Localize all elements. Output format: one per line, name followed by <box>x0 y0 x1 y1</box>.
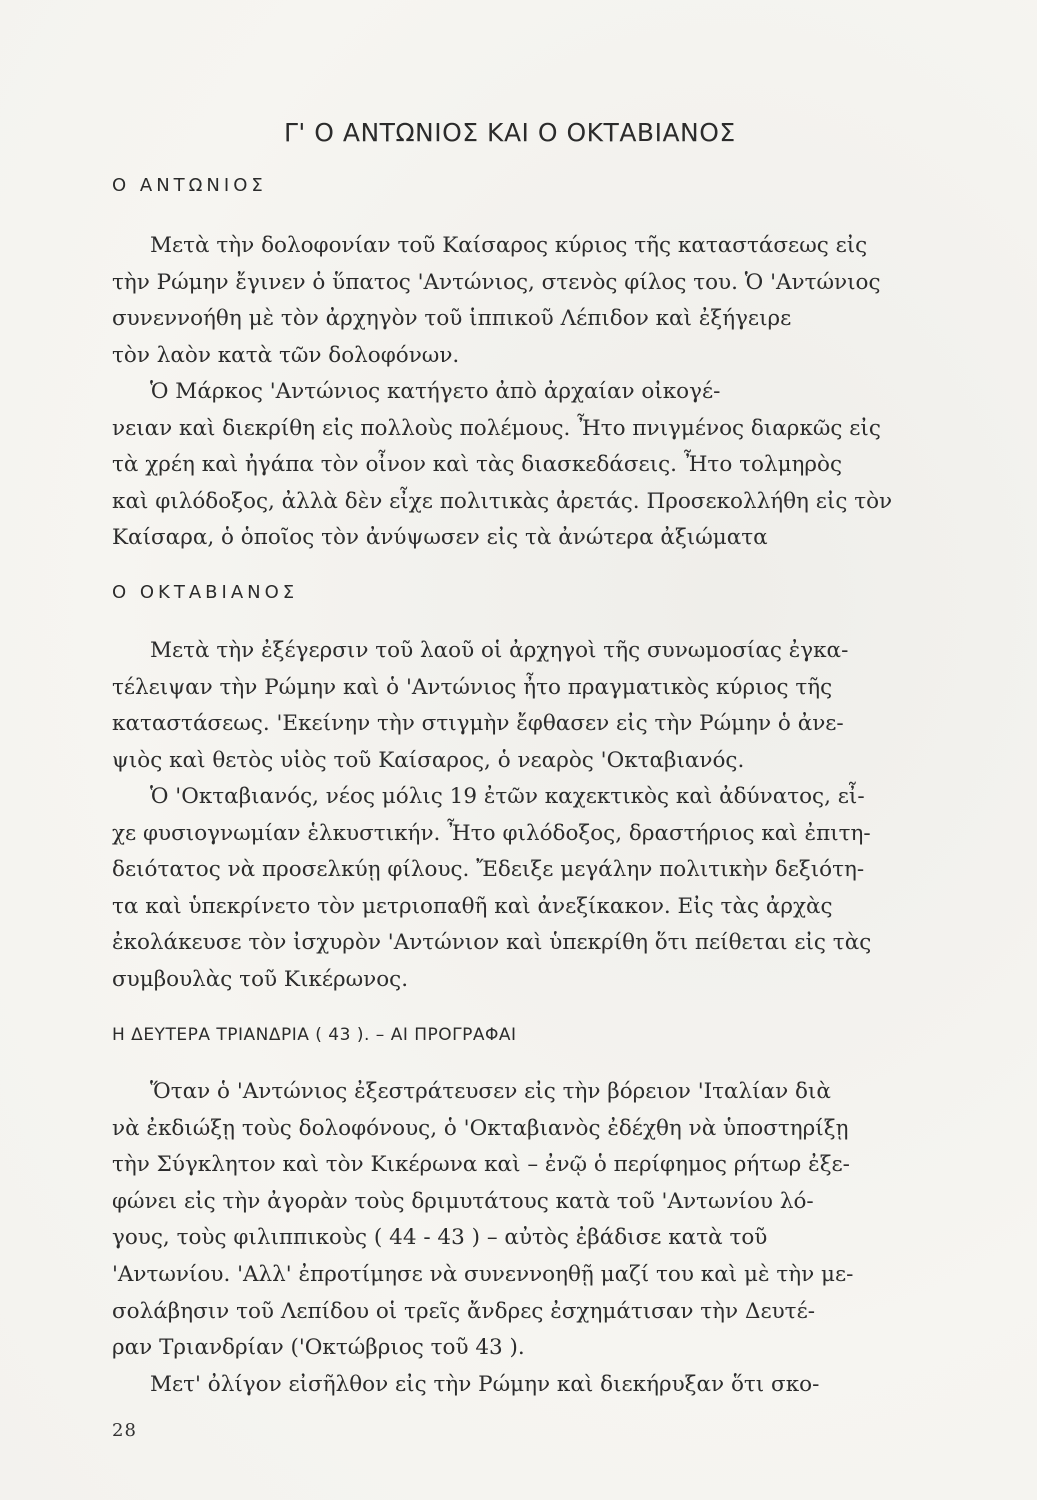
text-line: γους, τοὺς φιλιππικοὺς ( 44 - 43 ) – αὐτὸς ἐβάδισε κατὰ τοῦ <box>112 1225 768 1251</box>
text-line: νὰ ἐκδιώξῃ τοὺς δολοφόνους, ὁ 'Οκταβιανὸς ἐδέχθη νὰ ὑποστηρίξῃ <box>112 1115 849 1141</box>
text-line: Μετὰ τὴν ἐξέγερσιν τοῦ λαοῦ οἱ ἀρχηγοὶ τῆς συνωμοσίας ἐγκα- <box>150 638 849 663</box>
text-line: τέλειψαν τὴν Ρώμην καὶ ὁ 'Αντώνιος ἦτο πραγματικὸς κύριος τῆς <box>112 674 833 700</box>
text-line: φώνει εἰς τὴν ἀγορὰν τοὺς δριμυτάτους κατὰ τοῦ 'Αντωνίου λό- <box>112 1188 814 1214</box>
section-heading-antonios: Ο ΑΝΤΩΝΙΟΣ <box>112 175 267 196</box>
section-heading-oktavianos: Ο ΟΚΤΑΒΙΑΝΟΣ <box>112 582 299 603</box>
text-line: Καίσαρα, ὁ ὁποῖος τὸν ἀνύψωσεν εἰς τὰ ἀνώτερα ἀξιώματα <box>112 525 768 551</box>
text-line: Ὁ 'Οκταβιανός, νέος μόλις 19 ἐτῶν καχεκτικὸς καὶ ἀδύνατος, εἶ- <box>150 784 865 809</box>
text-line: συνεννοήθη μὲ τὸν ἀρχηγὸν τοῦ ἱππικοῦ Λέπιδον καὶ ἐξήγειρε <box>112 306 792 332</box>
text-line: Ὅταν ὁ 'Αντώνιος ἐξεστράτευσεν εἰς τὴν βόρειον 'Ιταλίαν διὰ <box>150 1079 831 1104</box>
text-line: σολάβησιν τοῦ Λεπίδου οἱ τρεῖς ἄνδρες ἐσχημάτισαν τὴν Δευτέ- <box>112 1298 815 1324</box>
section-heading-triandria: Η ΔΕΥΤΕΡΑ ΤΡΙΑΝΔΡΙΑ ( 43 ). – ΑΙ ΠΡΟΓΡΑΦΑΙ <box>112 1025 517 1045</box>
text-line: καὶ φιλόδοξος, ἀλλὰ δὲν εἶχε πολιτικὰς ἀρετάς. Προσεκολλήθη εἰς τὸν <box>112 488 893 514</box>
paragraph-triandria-1 <box>112 1074 966 1367</box>
text-line: τα καὶ ὑπεκρίνετο τὸν μετριοπαθῆ καὶ ἀνεξίκακον. Εἰς τὰς ἀρχὰς <box>112 893 833 919</box>
paragraph-antonios-1 <box>112 228 966 374</box>
text-line: τὴν Ρώμην ἔγινεν ὁ ὕπατος 'Αντώνιος, στενὸς φίλος του. Ὁ 'Αντώνιος <box>112 269 881 295</box>
text-line: δειότατος νὰ προσελκύῃ φίλους. Ἔδειξε μεγάλην πολιτικὴν δεξιότη- <box>112 857 865 883</box>
text-line: Μετ' ὀλίγον εἰσῆλθον εἰς τὴν Ρώμην καὶ διεκήρυξαν ὅτι σκο- <box>150 1372 820 1397</box>
text-line: καταστάσεως. 'Εκείνην τὴν στιγμὴν ἔφθασεν εἰς τὴν Ρώμην ὁ ἀνε- <box>112 711 844 737</box>
paragraph-oktavianos-1 <box>112 633 966 779</box>
text-line: χε φυσιογνωμίαν ἑλκυστικήν. Ἦτο φιλόδοξος, δραστήριος καὶ ἐπιτη- <box>112 820 871 846</box>
paragraph-oktavianos-2 <box>112 779 966 999</box>
text-line: συμβουλὰς τοῦ Κικέρωνος. <box>112 966 409 992</box>
chapter-title: Γ' Ο ΑΝΤΩΝΙΟΣ ΚΑΙ Ο ΟΚΤΑΒΙΑΝΟΣ <box>284 118 736 147</box>
text-line: τὰ χρέη καὶ ἠγάπα τὸν οἶνον καὶ τὰς διασκεδάσεις. Ἦτο τολμηρὸς <box>112 452 843 478</box>
text-line: τὴν Σύγκλητον καὶ τὸν Κικέρωνα καὶ – ἐνῷ ὁ περίφημος ρήτωρ ἐξε- <box>112 1152 850 1178</box>
paragraph-antonios-2 <box>112 374 966 557</box>
text-line: νειαν καὶ διεκρίθη εἰς πολλοὺς πολέμους. Ἦτο πνιγμένος διαρκῶς εἰς <box>112 415 881 441</box>
page-number: 28 <box>112 1420 137 1441</box>
paragraph-triandria-2 <box>112 1367 966 1404</box>
text-line: Μετὰ τὴν δολοφονίαν τοῦ Καίσαρος κύριος τῆς καταστάσεως εἰς <box>150 233 868 258</box>
text-line: 'Αντωνίου. 'Αλλ' ἐπροτίμησε νὰ συνεννοηθῇ μαζί του καὶ μὲ τὴν με- <box>112 1261 854 1287</box>
text-line: ψιὸς καὶ θετὸς υἱὸς τοῦ Καίσαρος, ὁ νεαρὸς 'Οκταβιανός. <box>112 747 745 773</box>
text-line: ραν Τριανδρίαν ('Οκτώβριος τοῦ 43 ). <box>112 1335 525 1361</box>
text-line: τὸν λαὸν κατὰ τῶν δολοφόνων. <box>112 342 460 368</box>
text-line: ἐκολάκευσε τὸν ἰσχυρὸν 'Αντώνιον καὶ ὑπεκρίθη ὅτι πείθεται εἰς τὰς <box>112 930 872 956</box>
text-line: Ὁ Μάρκος 'Αντώνιος κατήγετο ἀπὸ ἀρχαίαν οἰκογέ- <box>150 379 721 404</box>
